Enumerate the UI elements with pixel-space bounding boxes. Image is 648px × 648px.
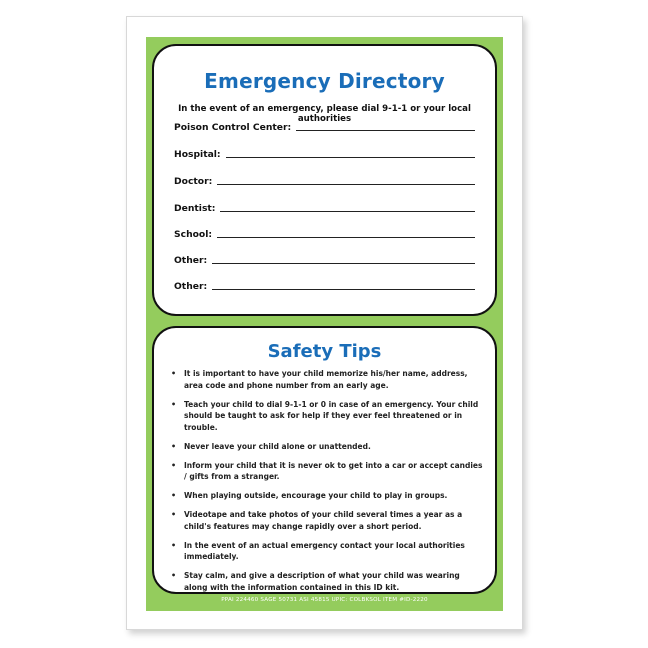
field-label: Poison Control Center:: [174, 122, 292, 133]
bullet-icon: •: [171, 540, 177, 550]
bullet-icon: •: [171, 510, 177, 519]
field-label: Hospital:: [174, 149, 221, 160]
bullet-icon: •: [171, 460, 177, 470]
tip-text: In the event of an actual emergency contact your local authorities immediately.: [184, 540, 465, 561]
tip-item: [168, 368, 483, 391]
tips-title: Safety Tips: [267, 341, 382, 362]
tip-text: Teach your child to dial 9-1-1 or 0 in case of an emergency. Your child should be taught to ask for help if they ever feel threatened or in trouble.: [184, 399, 479, 432]
field-line: [220, 210, 475, 212]
directory-subtitle: In the event of an emergency, please dial 9-1-1 or your local authorities: [178, 104, 471, 124]
tip-item: [168, 540, 483, 563]
tip-item: [168, 441, 483, 453]
directory-title: Emergency Directory: [204, 69, 445, 93]
field-line: [226, 156, 475, 158]
tip-item: [168, 460, 483, 483]
field-line: [217, 236, 475, 238]
field-other-2: [174, 278, 475, 292]
tip-item: [168, 399, 483, 434]
field-label: Other:: [174, 281, 208, 292]
bullet-icon: •: [171, 571, 177, 580]
tips-list: [168, 368, 483, 601]
field-dentist: [174, 200, 475, 214]
field-line: [217, 183, 475, 185]
emergency-directory-panel: [152, 44, 497, 316]
tip-text: Stay calm, and give a description of what your child was wearing along with the information contained in this ID kit.: [184, 571, 460, 592]
tip-item: [168, 490, 483, 502]
bullet-icon: •: [171, 441, 177, 451]
field-label: School:: [174, 229, 213, 240]
tip-text: It is important to have your child memorize his/her name, address, area code and phone number from an early age.: [184, 369, 468, 390]
field-hospital: [174, 146, 475, 160]
bullet-icon: •: [171, 399, 177, 409]
field-other-1: [174, 252, 475, 266]
tip-item: [168, 509, 483, 532]
safety-tips-panel: [152, 326, 497, 594]
tip-text: Inform your child that it is never ok to get into a car or accept candies / gifts from a stranger.: [184, 460, 483, 481]
field-label: Dentist:: [174, 203, 216, 214]
tip-text: Never leave your child alone or unattended.: [184, 441, 371, 451]
field-school: [174, 226, 475, 240]
field-poison-control: [174, 119, 475, 133]
field-line: [212, 288, 475, 290]
field-doctor: [174, 173, 475, 187]
field-line: [296, 129, 475, 131]
field-label: Other:: [174, 255, 208, 266]
tip-text: When playing outside, encourage your child to play in groups.: [184, 491, 448, 500]
product-codes-footer: PPAI 224460 SAGE 50731 ASI 45815 UPIC: COLBKSOL ITEM #ID-2220: [221, 597, 428, 603]
tip-text: Videotape and take photos of your child several times a year as a child's features may change rapidly over a short period.: [184, 510, 463, 531]
field-line: [212, 262, 475, 264]
bullet-icon: •: [171, 491, 177, 500]
tip-item: [168, 570, 483, 593]
field-label: Doctor:: [174, 176, 213, 187]
bullet-icon: •: [171, 369, 177, 378]
